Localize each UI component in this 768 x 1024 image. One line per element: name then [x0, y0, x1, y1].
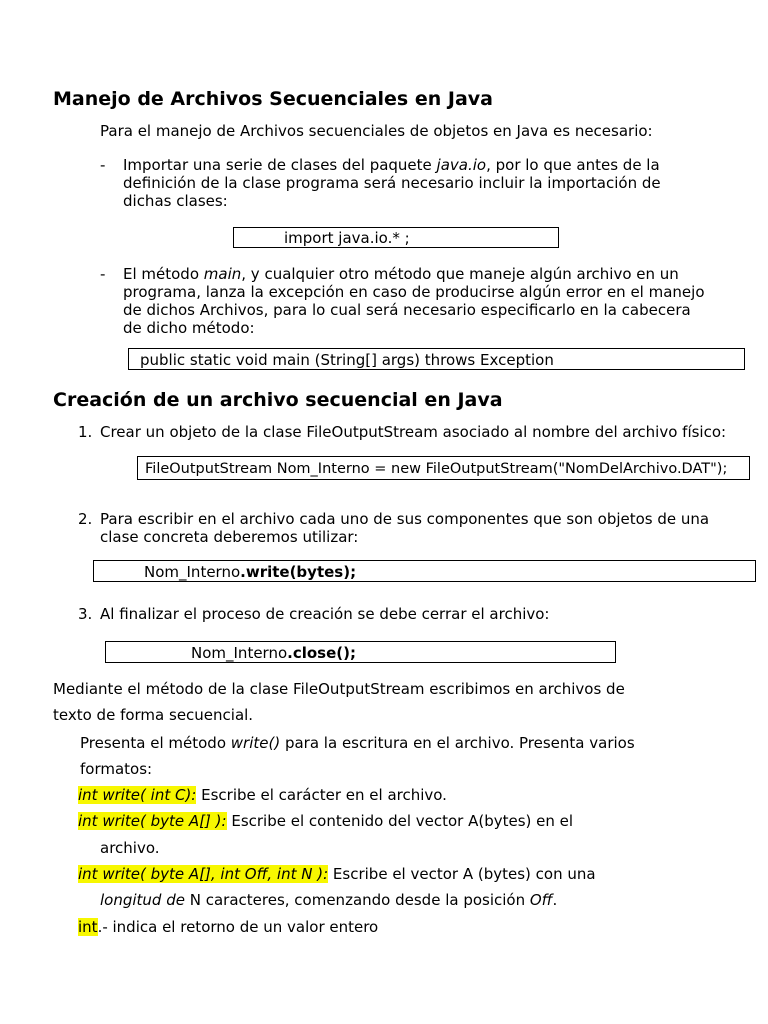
text-run: Escribe el contenido del vector A(bytes) en el	[226, 812, 574, 830]
bullet-marker: -	[100, 265, 106, 283]
step-3-text: Al finalizar el proceso de creación se debe cerrar el archivo:	[100, 605, 550, 623]
code-box-main	[128, 348, 745, 370]
code-box-close	[105, 641, 616, 663]
text-run: programa, lanza la excepción en caso de producirse algún error en el manejo	[123, 283, 705, 301]
text-run: dichas clases:	[123, 192, 228, 210]
text-run: longitud de	[100, 891, 185, 909]
text-run: .	[552, 891, 558, 909]
code-box-create	[137, 456, 750, 480]
code-text: Nom_Interno =	[272, 461, 392, 477]
format-int-c	[78, 786, 447, 804]
text-run: Escribe el carácter en el archivo.	[196, 786, 447, 804]
text-run: de dichos Archivos, para lo cual será necesario especificarlo en la cabecera	[123, 301, 691, 319]
format-byte-array-cont: archivo.	[100, 839, 160, 857]
section-title-creacion: Creación de un archivo secuencial en Java	[53, 389, 503, 411]
text-run: de dicho método:	[123, 319, 255, 337]
format-byte-array	[78, 812, 573, 830]
text-run: Off	[529, 891, 553, 909]
code-text: public static void main (String[] args) throws Exception	[140, 351, 554, 369]
text-run: , y cualquier otro método que maneje algún archivo en un	[241, 265, 679, 283]
signature-highlight: int write( int C):	[78, 786, 197, 804]
code-box-import	[233, 227, 559, 248]
signature-highlight: int write( byte A[], int Off, int N ):	[78, 865, 329, 883]
method-name: main	[203, 265, 242, 283]
text-run: clase concreta deberemos utilizar:	[100, 528, 359, 546]
code-text: import java.io.* ;	[284, 229, 410, 247]
text-run: Para escribir en el archivo cada uno de sus componentes que son objetos de una	[100, 510, 710, 528]
format-byte-array-off	[78, 865, 596, 883]
text-run: Presenta el método	[80, 734, 231, 752]
step-1-text: Crear un objeto de la clase FileOutputStream asociado al nombre del archivo físico:	[100, 423, 727, 441]
code-text: Nom_Interno	[191, 644, 288, 662]
int-highlight: int	[78, 918, 98, 936]
paragraph-formatos: formatos:	[80, 760, 153, 778]
bullet-main-text	[123, 265, 705, 337]
text-run: , por lo que antes de la	[486, 156, 660, 174]
paragraph-presenta	[80, 734, 635, 752]
paragraph-fileoutputstream-2: texto de forma secuencial.	[53, 706, 254, 724]
code-text: .write(bytes);	[240, 563, 357, 581]
bullet-import-text	[123, 156, 661, 210]
text-run: N caracteres, comenzando desde la posición	[184, 891, 530, 909]
step-2-text	[100, 510, 709, 546]
signature-highlight: int write( byte A[] ):	[78, 812, 227, 830]
intro-paragraph: Para el manejo de Archivos secuenciales de objetos en Java es necesario:	[100, 122, 653, 140]
step-number: 3.	[78, 605, 93, 623]
bullet-marker: -	[100, 156, 106, 174]
code-text: .close();	[287, 644, 356, 662]
step-number: 1.	[78, 423, 93, 441]
text-run: para la escritura en el archivo. Presenta varios	[280, 734, 635, 752]
code-text: Nom_Interno	[144, 563, 241, 581]
code-text: ("NomDelArchivo.DAT");	[552, 461, 728, 477]
package-name: java.io	[436, 156, 487, 174]
int-note	[78, 918, 378, 936]
paragraph-fileoutputstream-1: Mediante el método de la clase FileOutputStream escribimos en archivos de	[53, 680, 625, 698]
text-run: Escribe el vector A (bytes) con una	[328, 865, 596, 883]
method-name: write()	[230, 734, 281, 752]
format-byte-array-off-cont	[100, 891, 557, 909]
text-run: Importar una serie de clases del paquete	[123, 156, 437, 174]
text-run: .- indica el retorno de un valor entero	[97, 918, 379, 936]
text-run: definición de la clase programa será necesario incluir la importación de	[123, 174, 661, 192]
section-title-manejo: Manejo de Archivos Secuenciales en Java	[53, 88, 493, 110]
code-text: new FileOutputStream	[391, 461, 553, 477]
code-text: FileOutputStream	[145, 461, 273, 477]
text-run: El método	[123, 265, 204, 283]
step-number: 2.	[78, 510, 93, 528]
code-box-write	[93, 560, 756, 582]
